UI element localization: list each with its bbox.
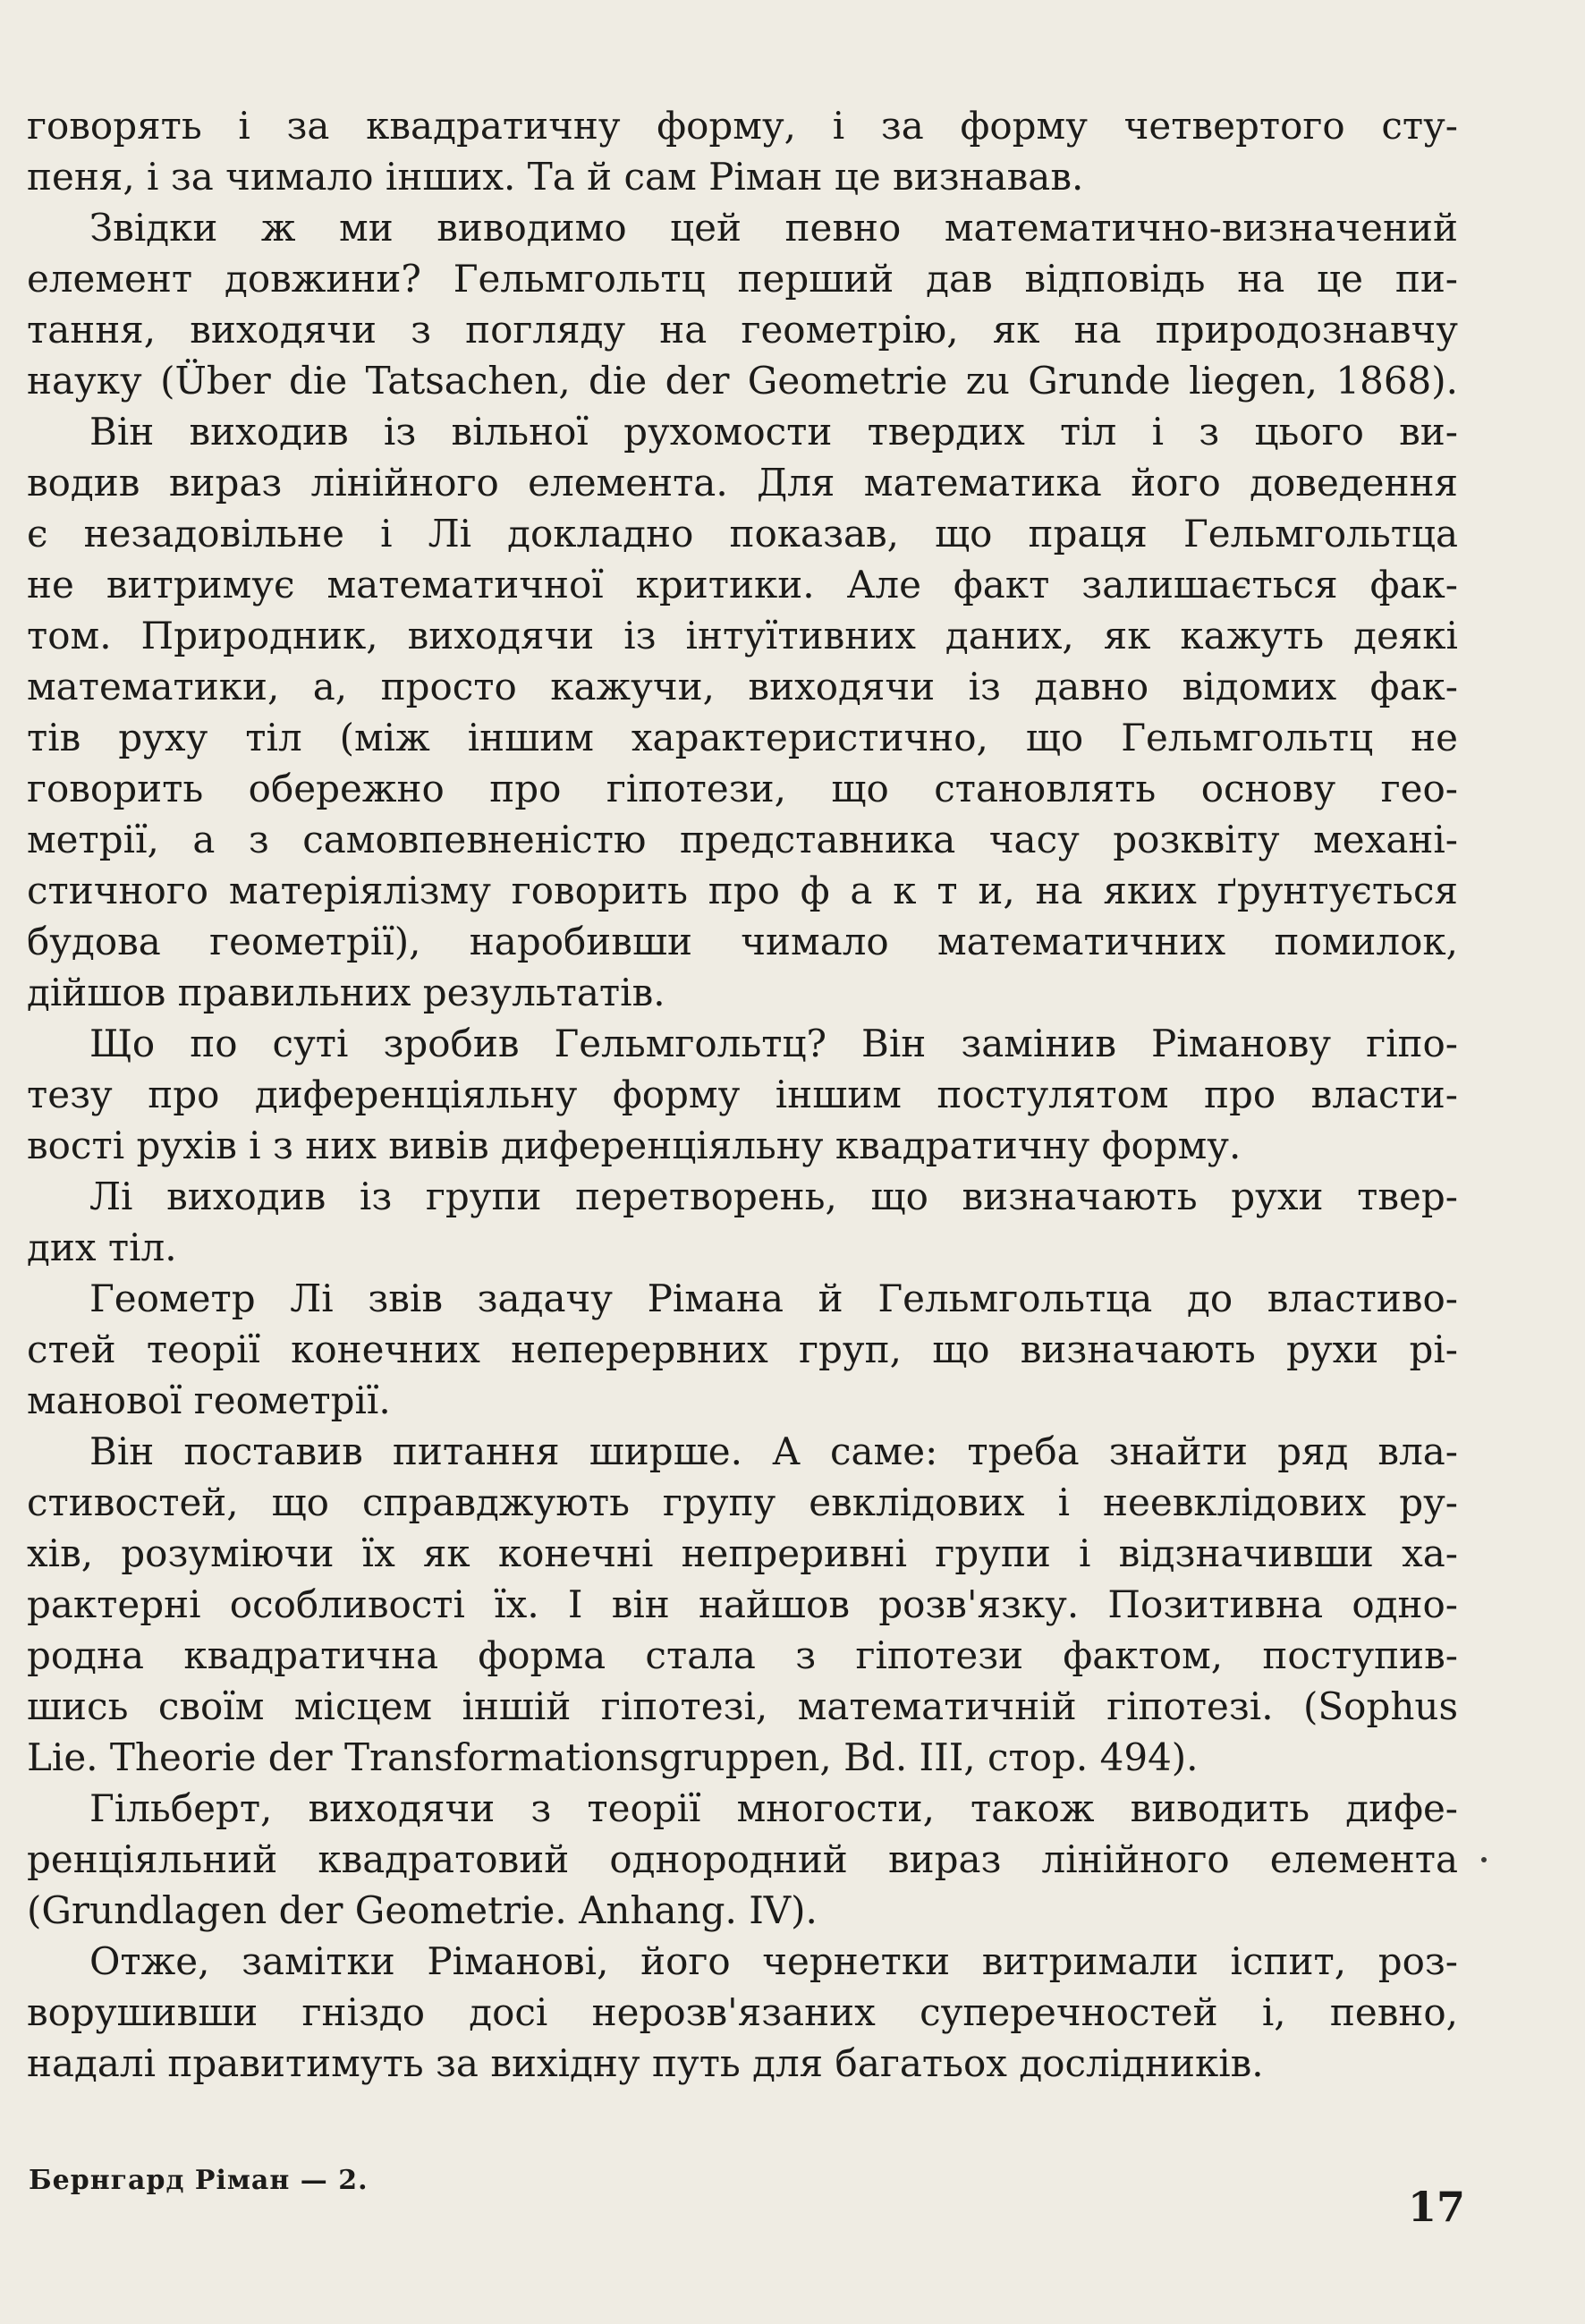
- text-line: дійшов правильних результатів.: [27, 971, 665, 1014]
- page-number: 17: [1408, 2183, 1466, 2231]
- text-line: будова геометрії), наробивши чимало математичних помилок,: [27, 920, 1458, 963]
- text-line: Звідки ж ми виводимо цей певно математично-визначений: [89, 206, 1458, 250]
- text-line: говорять і за квадратичну форму, і за форму четвертого сту-: [27, 104, 1458, 148]
- text-line: стей теорії конечних неперервних груп, що визначають рухи рі-: [27, 1327, 1458, 1371]
- text-line: хів, розуміючи їх як конечні непреривні групи і відзначивши ха-: [27, 1531, 1458, 1575]
- text-line: елемент довжини? Гельмгольтц перший дав відповідь на це пи-: [27, 257, 1458, 301]
- text-line: науку (Über die Tatsachen, die der Geometrie zu Grunde liegen, 1868).: [27, 359, 1458, 403]
- text-line: метрії, а з самовпевненістю представника часу розквіту механі-: [27, 818, 1458, 861]
- text-line: тезу про диференціяльну форму іншим постулятом про власти-: [27, 1073, 1458, 1116]
- text-line: не витримує математичної критики. Але факт залишається фак-: [27, 563, 1458, 606]
- text-line: Гільберт, виходячи з теорії многости, також виводить дифе-: [89, 1786, 1458, 1830]
- text-line: водив вираз лінійного елемента. Для математика його доведення: [27, 461, 1458, 505]
- footer-signature: Бернгард Ріман — 2.: [29, 2165, 369, 2196]
- text-line: родна квадратична форма стала з гіпотези фактом, поступив-: [27, 1633, 1458, 1677]
- text-line: надалі правитимуть за вихідну путь для багатьох дослідників.: [27, 2041, 1264, 2085]
- page-body: [27, 100, 1458, 2089]
- text-line: Він виходив із вільної рухомости твердих тіл і з цього ви-: [89, 410, 1458, 454]
- text-line: стивостей, що справджують групу евклідових і неевклідових ру-: [27, 1480, 1458, 1524]
- text-line: математики, а, просто кажучи, виходячи із давно відомих фак-: [27, 665, 1458, 708]
- paper-speck: [1481, 1857, 1487, 1862]
- text-line: дих тіл.: [27, 1226, 177, 1269]
- text-line: ворушивши гніздо досі нерозв'язаних суперечностей і, певно,: [27, 1990, 1458, 2034]
- text-line: Лі виходив із групи перетворень, що визначають рухи твер-: [89, 1175, 1458, 1218]
- text-line: говорить обережно про гіпотези, що становлять основу гео-: [27, 767, 1458, 810]
- text-line: (Grundlagen der Geometrie. Anhang. IV).: [27, 1888, 818, 1932]
- text-line: Отже, замітки Ріманові, його чернетки витримали іспит, роз-: [89, 1939, 1458, 1983]
- text-line: є незадовільне і Лі докладно показав, що праця Гельмгольтца: [27, 512, 1458, 556]
- text-line: Lie. Theorie der Transformationsgruppen, Bd. III, стор. 494).: [27, 1735, 1199, 1779]
- text-line: Він поставив питання ширше. А саме: треба знайти ряд вла-: [89, 1429, 1458, 1473]
- text-line: вості рухів і з них вивів диференціяльну квадратичну форму.: [27, 1124, 1242, 1167]
- text-line: тів руху тіл (між іншим характеристично, що Гельмгольтц не: [27, 716, 1458, 759]
- text-line: том. Природник, виходячи із інтуїтивних даних, як кажуть деякі: [27, 614, 1458, 657]
- text-line: шись своїм місцем іншій гіпотезі, математичній гіпотезі. (Sophus: [27, 1684, 1458, 1728]
- text-line: рактерні особливості їх. І він найшов розв'язку. Позитивна одно-: [27, 1582, 1458, 1626]
- text-line: тання, виходячи з погляду на геометрію, як на природознавчу: [27, 308, 1458, 352]
- text-line: пеня, і за чимало інших. Та й сам Ріман це визнавав.: [27, 155, 1084, 199]
- text-line: Що по суті зробив Гельмгольтц? Він замінив Ріманову гіпо-: [89, 1022, 1458, 1065]
- text-line: Геометр Лі звів задачу Рімана й Гельмгольтца до властиво-: [89, 1277, 1458, 1320]
- text-line: ренціяльний квадратовий однородний вираз лінійного елемента: [27, 1837, 1458, 1881]
- text-line: манової геометрії.: [27, 1378, 391, 1422]
- text-line: стичного матеріялізму говорить про ф а к т и, на яких ґрунтується: [27, 869, 1458, 912]
